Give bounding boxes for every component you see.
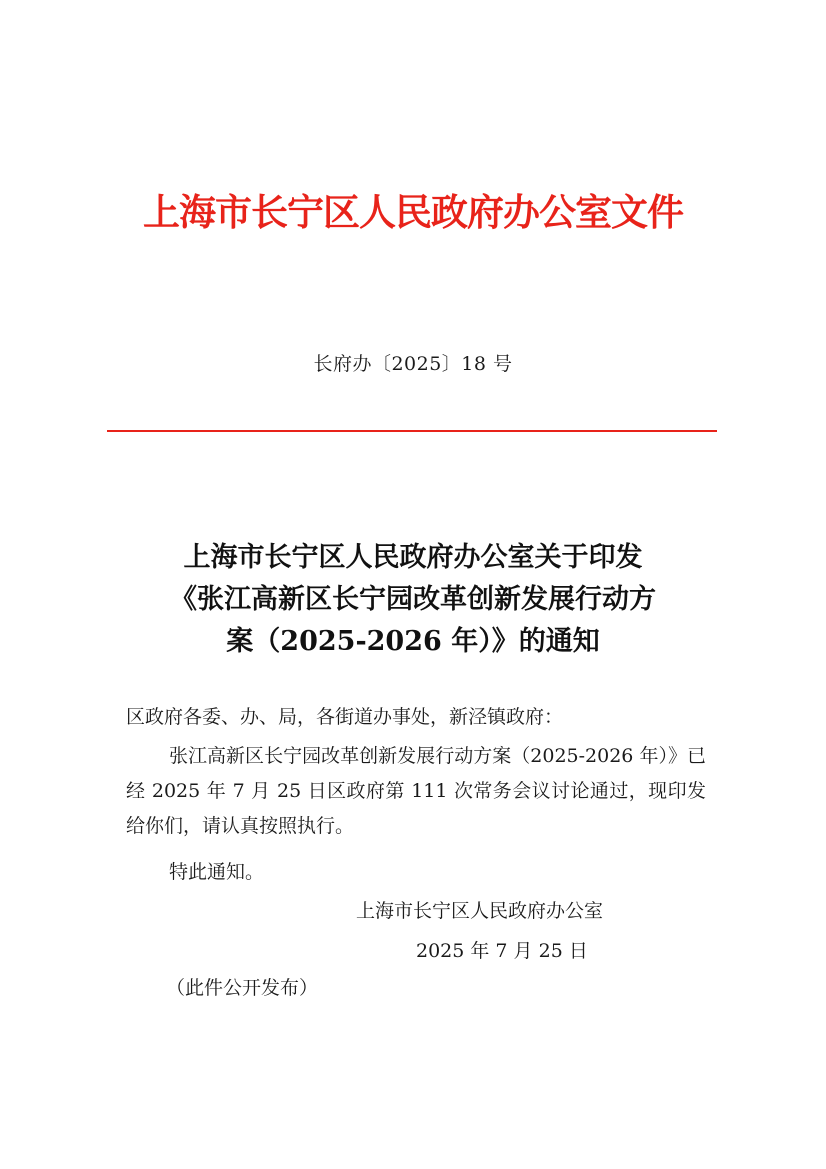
notice-title-line-2: 《张江高新区长宁园改革创新发展行动方 <box>170 584 656 615</box>
notice-title-line-3: 案（2025-2026 年）》的通知 <box>226 626 600 657</box>
issue-date: 2025 年 7 月 25 日 <box>416 940 588 962</box>
document-number: 长府办〔2025〕18 号 <box>313 353 513 375</box>
issuer-signature: 上海市长宁区人民政府办公室 <box>356 900 604 922</box>
disclosure-note: （此件公开发布） <box>166 977 319 999</box>
notice-title-line-1: 上海市长宁区人民政府办公室关于印发 <box>183 542 643 573</box>
salutation: 区政府各委、办、局，各街道办事处，新泾镇政府： <box>126 706 564 728</box>
notice-title <box>90 537 736 663</box>
red-separator-rule <box>107 430 717 432</box>
body-paragraph: 张江高新区长宁园改革创新发展行动方案（2025-2026 年）》已经 2025 年 7 月 25 日区政府第 111 次常务会议讨论通过，现印发给你们，请认真按照执行。 <box>126 745 706 837</box>
closing-line: 特此通知。 <box>169 861 265 883</box>
masthead-title: 上海市长宁区人民政府办公室文件 <box>143 190 683 234</box>
